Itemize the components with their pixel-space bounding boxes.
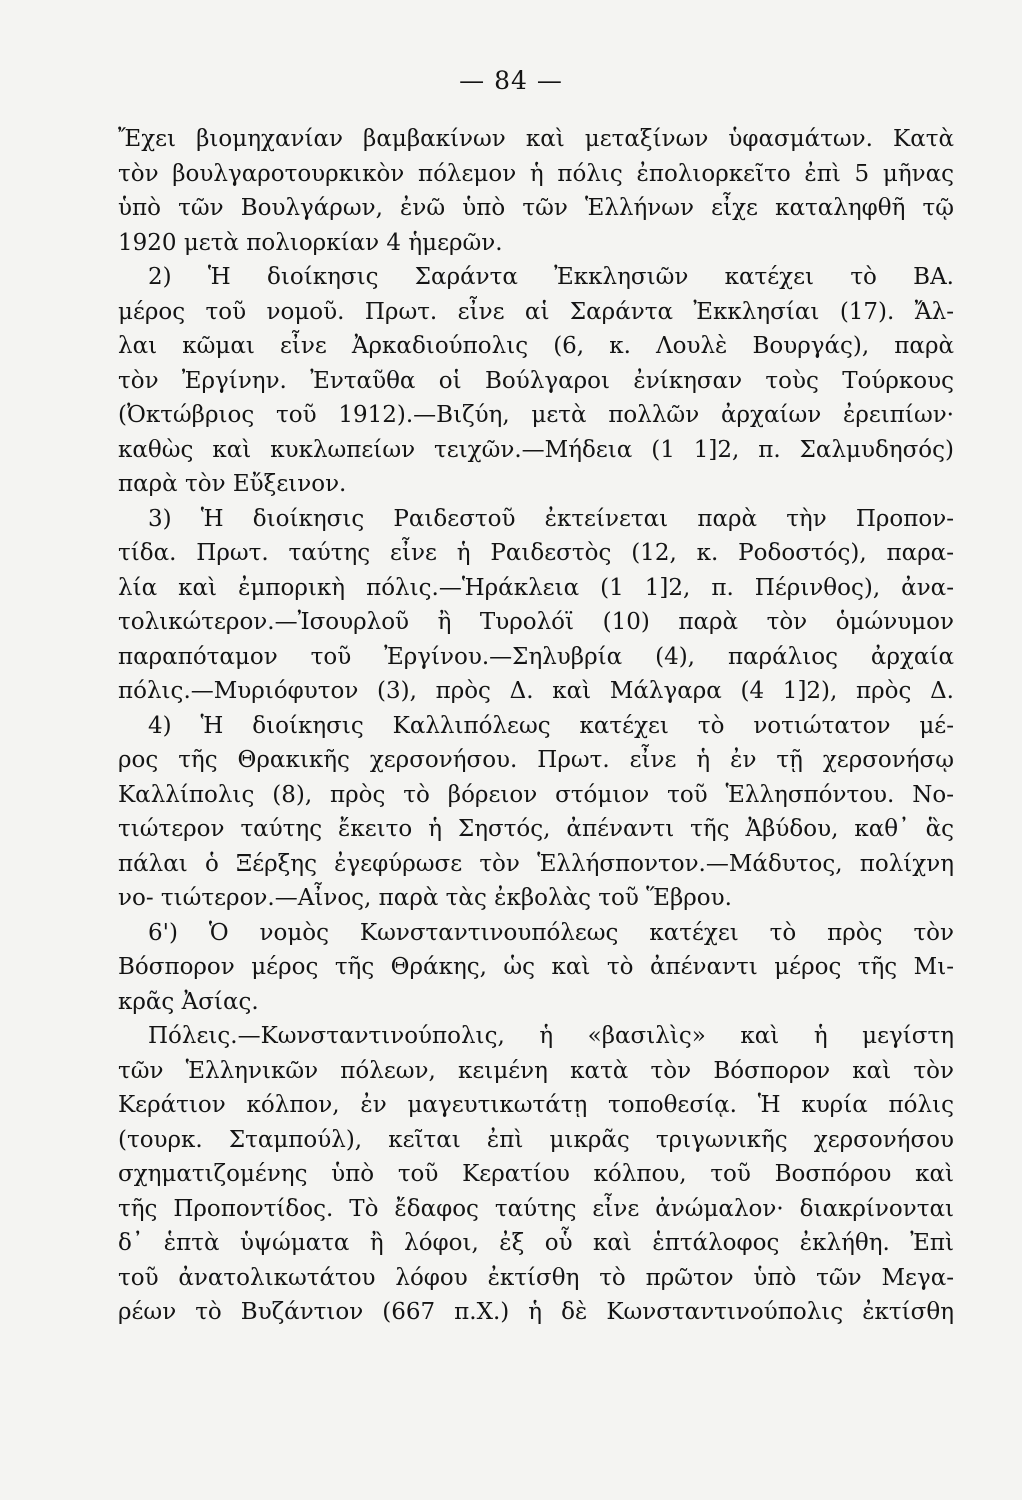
text-line: κρᾶς Ἀσίας. xyxy=(118,988,259,1015)
text-line: 3) Ἡ διοίκησις Ραιδεστοῦ ἐκτείνεται παρὰ τὴν Προπον- xyxy=(148,505,954,532)
text-line: Πόλεις.—Κωνσταντινούπολις, ἡ «βασιλὶς» καὶ ἡ μεγίστη xyxy=(148,1023,954,1049)
text-line: πόλις.—Μυριόφυτον (3), πρὸς Δ. καὶ Μάλγαρα (4 1]2), πρὸς Δ. xyxy=(118,678,954,704)
text-line: ὑπὸ τῶν Βουλγάρων, ἐνῶ ὑπὸ τῶν Ἑλλήνων εἶχε καταληφθῆ τῷ xyxy=(118,195,954,221)
text-line: δ᾽ ἑπτὰ ὑψώματα ἢ λόφοι, ἐξ οὗ καὶ ἑπτάλοφος ἐκλήθη. Ἐπὶ xyxy=(118,1230,954,1256)
page-number: — 84 — xyxy=(459,66,563,95)
text-line: ρος τῆς Θρακικῆς χερσονήσου. Πρωτ. εἶνε ἡ ἐν τῇ χερσονήσῳ xyxy=(118,747,954,773)
text-line: Κεράτιον κόλπον, ἐν μαγευτικωτάτῃ τοποθεσίᾳ. Ἡ κυρία πόλις xyxy=(118,1092,954,1118)
text-line: τοῦ ἀνατολικωτάτου λόφου ἐκτίσθη τὸ πρῶτον ὑπὸ τῶν Μεγα- xyxy=(118,1264,954,1291)
text-line: 2) Ἡ διοίκησις Σαράντα Ἐκκλησιῶν κατέχει τὸ ΒΑ. xyxy=(148,264,954,290)
text-line: τίδα. Πρωτ. ταύτης εἶνε ἡ Ραιδεστὸς (12, κ. Ροδοστός), παρα- xyxy=(118,540,954,566)
text-line: καθὼς καὶ κυκλωπείων τειχῶν.—Μήδεια (1 1]2, π. Σαλμυδησός) xyxy=(118,436,954,463)
text-line: παρὰ τὸν Εὔξεινον. xyxy=(118,471,347,497)
text-line: Βόσπορον μέρος τῆς Θράκης, ὡς καὶ τὸ ἀπέναντι μέρος τῆς Μι- xyxy=(118,954,954,980)
text-line: τὸν Ἐργίνην. Ἐνταῦθα οἱ Βούλγαροι ἐνίκησαν τοὺς Τούρκους xyxy=(118,367,954,394)
text-line: (τουρκ. Σταμπούλ), κεῖται ἐπὶ μικρᾶς τριγωνικῆς χερσονήσου xyxy=(118,1126,954,1153)
text-line: Ἔχει βιομηχανίαν βαμβακίνων καὶ μεταξίνων ὑφασμάτων. Κατὰ xyxy=(118,126,954,152)
text-line: τὸν βουλγαροτουρκικὸν πόλεμον ἡ πόλις ἐπολιορκεῖτο ἐπὶ 5 μῆνας xyxy=(118,160,954,187)
text-line: παραπόταμον τοῦ Ἐργίνου.—Σηλυβρία (4), παράλιος ἀρχαία xyxy=(118,643,954,670)
text-line: τολικώτερον.—Ἰσουρλοῦ ἢ Τυρολόϊ (10) παρὰ τὸν ὁμώνυμον xyxy=(118,609,954,635)
text-line: νο- τιώτερον.—Αἶνος, παρὰ τὰς ἐκβολὰς τοῦ Ἕβρου. xyxy=(118,885,732,911)
text-line: τῆς Προποντίδος. Τὸ ἔδαφος ταύτης εἶνε ἀνώμαλον· διακρίνονται xyxy=(118,1195,954,1222)
text-line: Καλλίπολις (8), πρὸς τὸ βόρειον στόμιον τοῦ Ἑλλησπόντου. Νο- xyxy=(118,781,954,808)
text-line: πάλαι ὁ Ξέρξης ἐγεφύρωσε τὸν Ἑλλήσποντον.—Μάδυτος, πολίχνη xyxy=(118,850,954,877)
text-line: 1920 μετὰ πολιορκίαν 4 ἡμερῶν. xyxy=(118,229,503,256)
text-line: τιώτερον ταύτης ἔκειτο ἡ Σηστός, ἀπέναντι τῆς Ἀβύδου, καθ᾽ ἃς xyxy=(118,816,954,842)
text-line: 6') Ὁ νομὸς Κωνσταντινουπόλεως κατέχει τὸ πρὸς τὸν xyxy=(148,919,954,946)
text-line: (Ὀκτώβριος τοῦ 1912).—Βιζύη, μετὰ πολλῶν ἀρχαίων ἐρειπίων· xyxy=(118,402,954,428)
text-line: μέρος τοῦ νομοῦ. Πρωτ. εἶνε αἱ Σαράντα Ἐκκλησίαι (17). Ἄλ- xyxy=(118,298,954,325)
text-line: 4) Ἡ διοίκησις Καλλιπόλεως κατέχει τὸ νοτιώτατον μέ- xyxy=(148,712,954,739)
text-line: λία καὶ ἐμπορικὴ πόλις.—Ἡράκλεια (1 1]2, π. Πέρινθος), ἀνα- xyxy=(118,574,954,601)
text-line: λαι κῶμαι εἶνε Ἀρκαδιούπολις (6, κ. Λουλὲ Βουργάς), παρὰ xyxy=(118,333,954,359)
page-body-text xyxy=(118,122,954,1330)
text-line: σχηματιζομένης ὑπὸ τοῦ Κερατίου κόλπου, τοῦ Βοσπόρου καὶ xyxy=(118,1161,954,1187)
text-line: τῶν Ἑλληνικῶν πόλεων, κειμένη κατὰ τὸν Βόσπορον καὶ τὸν xyxy=(118,1057,954,1084)
text-line: ρέων τὸ Βυζάντιον (667 π.Χ.) ἡ δὲ Κωνσταντινούπολις ἐκτίσθη xyxy=(118,1299,954,1325)
